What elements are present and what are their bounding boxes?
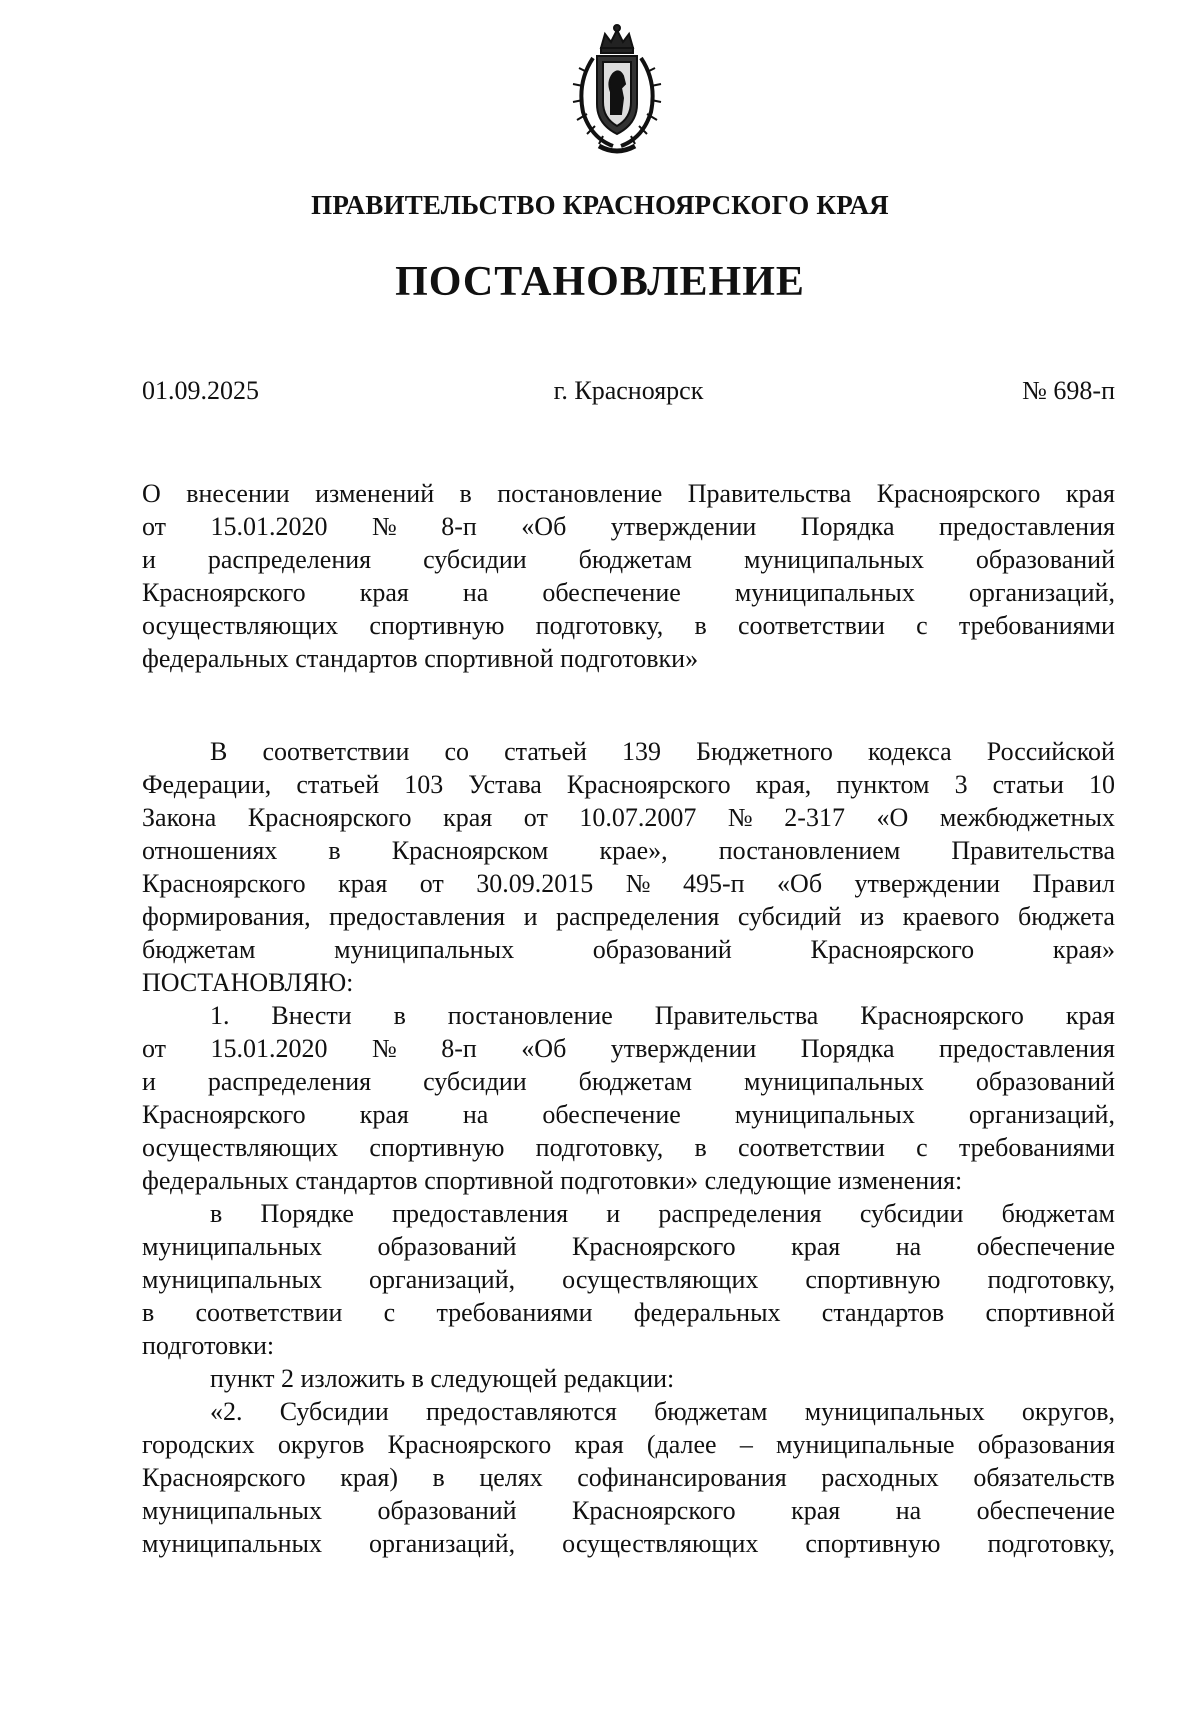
- coat-of-arms-icon: [563, 22, 671, 160]
- text-line: пункт 2 изложить в следующей редакции:: [210, 1364, 675, 1393]
- text-line: от 15.01.2020 № 8-п «Об утверждении Порядка предоставления: [142, 1034, 1115, 1063]
- document-body: [142, 735, 1115, 1560]
- text-line: Красноярского края от 30.09.2015 № 495-п «Об утверждении Правил: [142, 869, 1115, 898]
- text-line: осуществляющих спортивную подготовку, в соответствии с требованиями: [142, 611, 1115, 640]
- text-line: формирования, предоставления и распределения субсидий из краевого бюджета: [142, 902, 1115, 931]
- text-line: муниципальных организаций, осуществляющих спортивную подготовку,: [142, 1529, 1115, 1558]
- text-line: Закона Красноярского края от 10.07.2007 № 2-317 «О межбюджетных: [142, 803, 1115, 832]
- text-line: «2. Субсидии предоставляются бюджетам муниципальных округов,: [210, 1397, 1115, 1426]
- text-line: О внесении изменений в постановление Правительства Красноярского края: [142, 479, 1115, 508]
- text-line: Красноярского края) в целях софинансирования расходных обязательств: [142, 1463, 1115, 1492]
- text-line: осуществляющих спортивную подготовку, в соответствии с требованиями: [142, 1133, 1115, 1162]
- text-line: городских округов Красноярского края (далее – муниципальные образования: [142, 1430, 1115, 1459]
- document-number: № 698-п: [1022, 376, 1115, 405]
- text-line: от 15.01.2020 № 8-п «Об утверждении Порядка предоставления: [142, 512, 1115, 541]
- document-type-heading: ПОСТАНОВЛЕНИЕ: [395, 259, 805, 305]
- text-line: Красноярского края на обеспечение муниципальных организаций,: [142, 1100, 1115, 1129]
- text-line: бюджетам муниципальных образований Красноярского края»: [142, 935, 1115, 964]
- text-line: В соответствии со статьей 139 Бюджетного кодекса Российской: [210, 737, 1115, 766]
- text-line: муниципальных образований Красноярского края на обеспечение: [142, 1496, 1115, 1525]
- text-line: муниципальных организаций, осуществляющих спортивную подготовку,: [142, 1265, 1115, 1294]
- text-line: в соответствии с требованиями федеральных стандартов спортивной: [142, 1298, 1115, 1327]
- text-line: 1. Внести в постановление Правительства Красноярского края: [210, 1001, 1115, 1030]
- organization-title: ПРАВИТЕЛЬСТВО КРАСНОЯРСКОГО КРАЯ: [311, 190, 889, 220]
- text-line: подготовки:: [142, 1331, 275, 1360]
- text-line: федеральных стандартов спортивной подготовки»: [142, 644, 699, 673]
- document-date: 01.09.2025: [142, 376, 259, 405]
- text-line: в Порядке предоставления и распределения субсидии бюджетам: [210, 1199, 1115, 1228]
- text-line: ПОСТАНОВЛЯЮ:: [142, 968, 354, 997]
- text-line: отношениях в Красноярском крае», постановлением Правительства: [142, 836, 1115, 865]
- text-line: федеральных стандартов спортивной подготовки» следующие изменения:: [142, 1166, 963, 1195]
- text-line: Красноярского края на обеспечение муниципальных организаций,: [142, 578, 1115, 607]
- document-city: г. Красноярск: [553, 376, 704, 405]
- text-line: и распределения субсидии бюджетам муниципальных образований: [142, 1067, 1115, 1096]
- text-line: и распределения субсидии бюджетам муниципальных образований: [142, 545, 1115, 574]
- text-line: Федерации, статьей 103 Устава Красноярского края, пунктом 3 статьи 10: [142, 770, 1115, 799]
- text-line: муниципальных образований Красноярского края на обеспечение: [142, 1232, 1115, 1261]
- document-subject: [142, 477, 1115, 675]
